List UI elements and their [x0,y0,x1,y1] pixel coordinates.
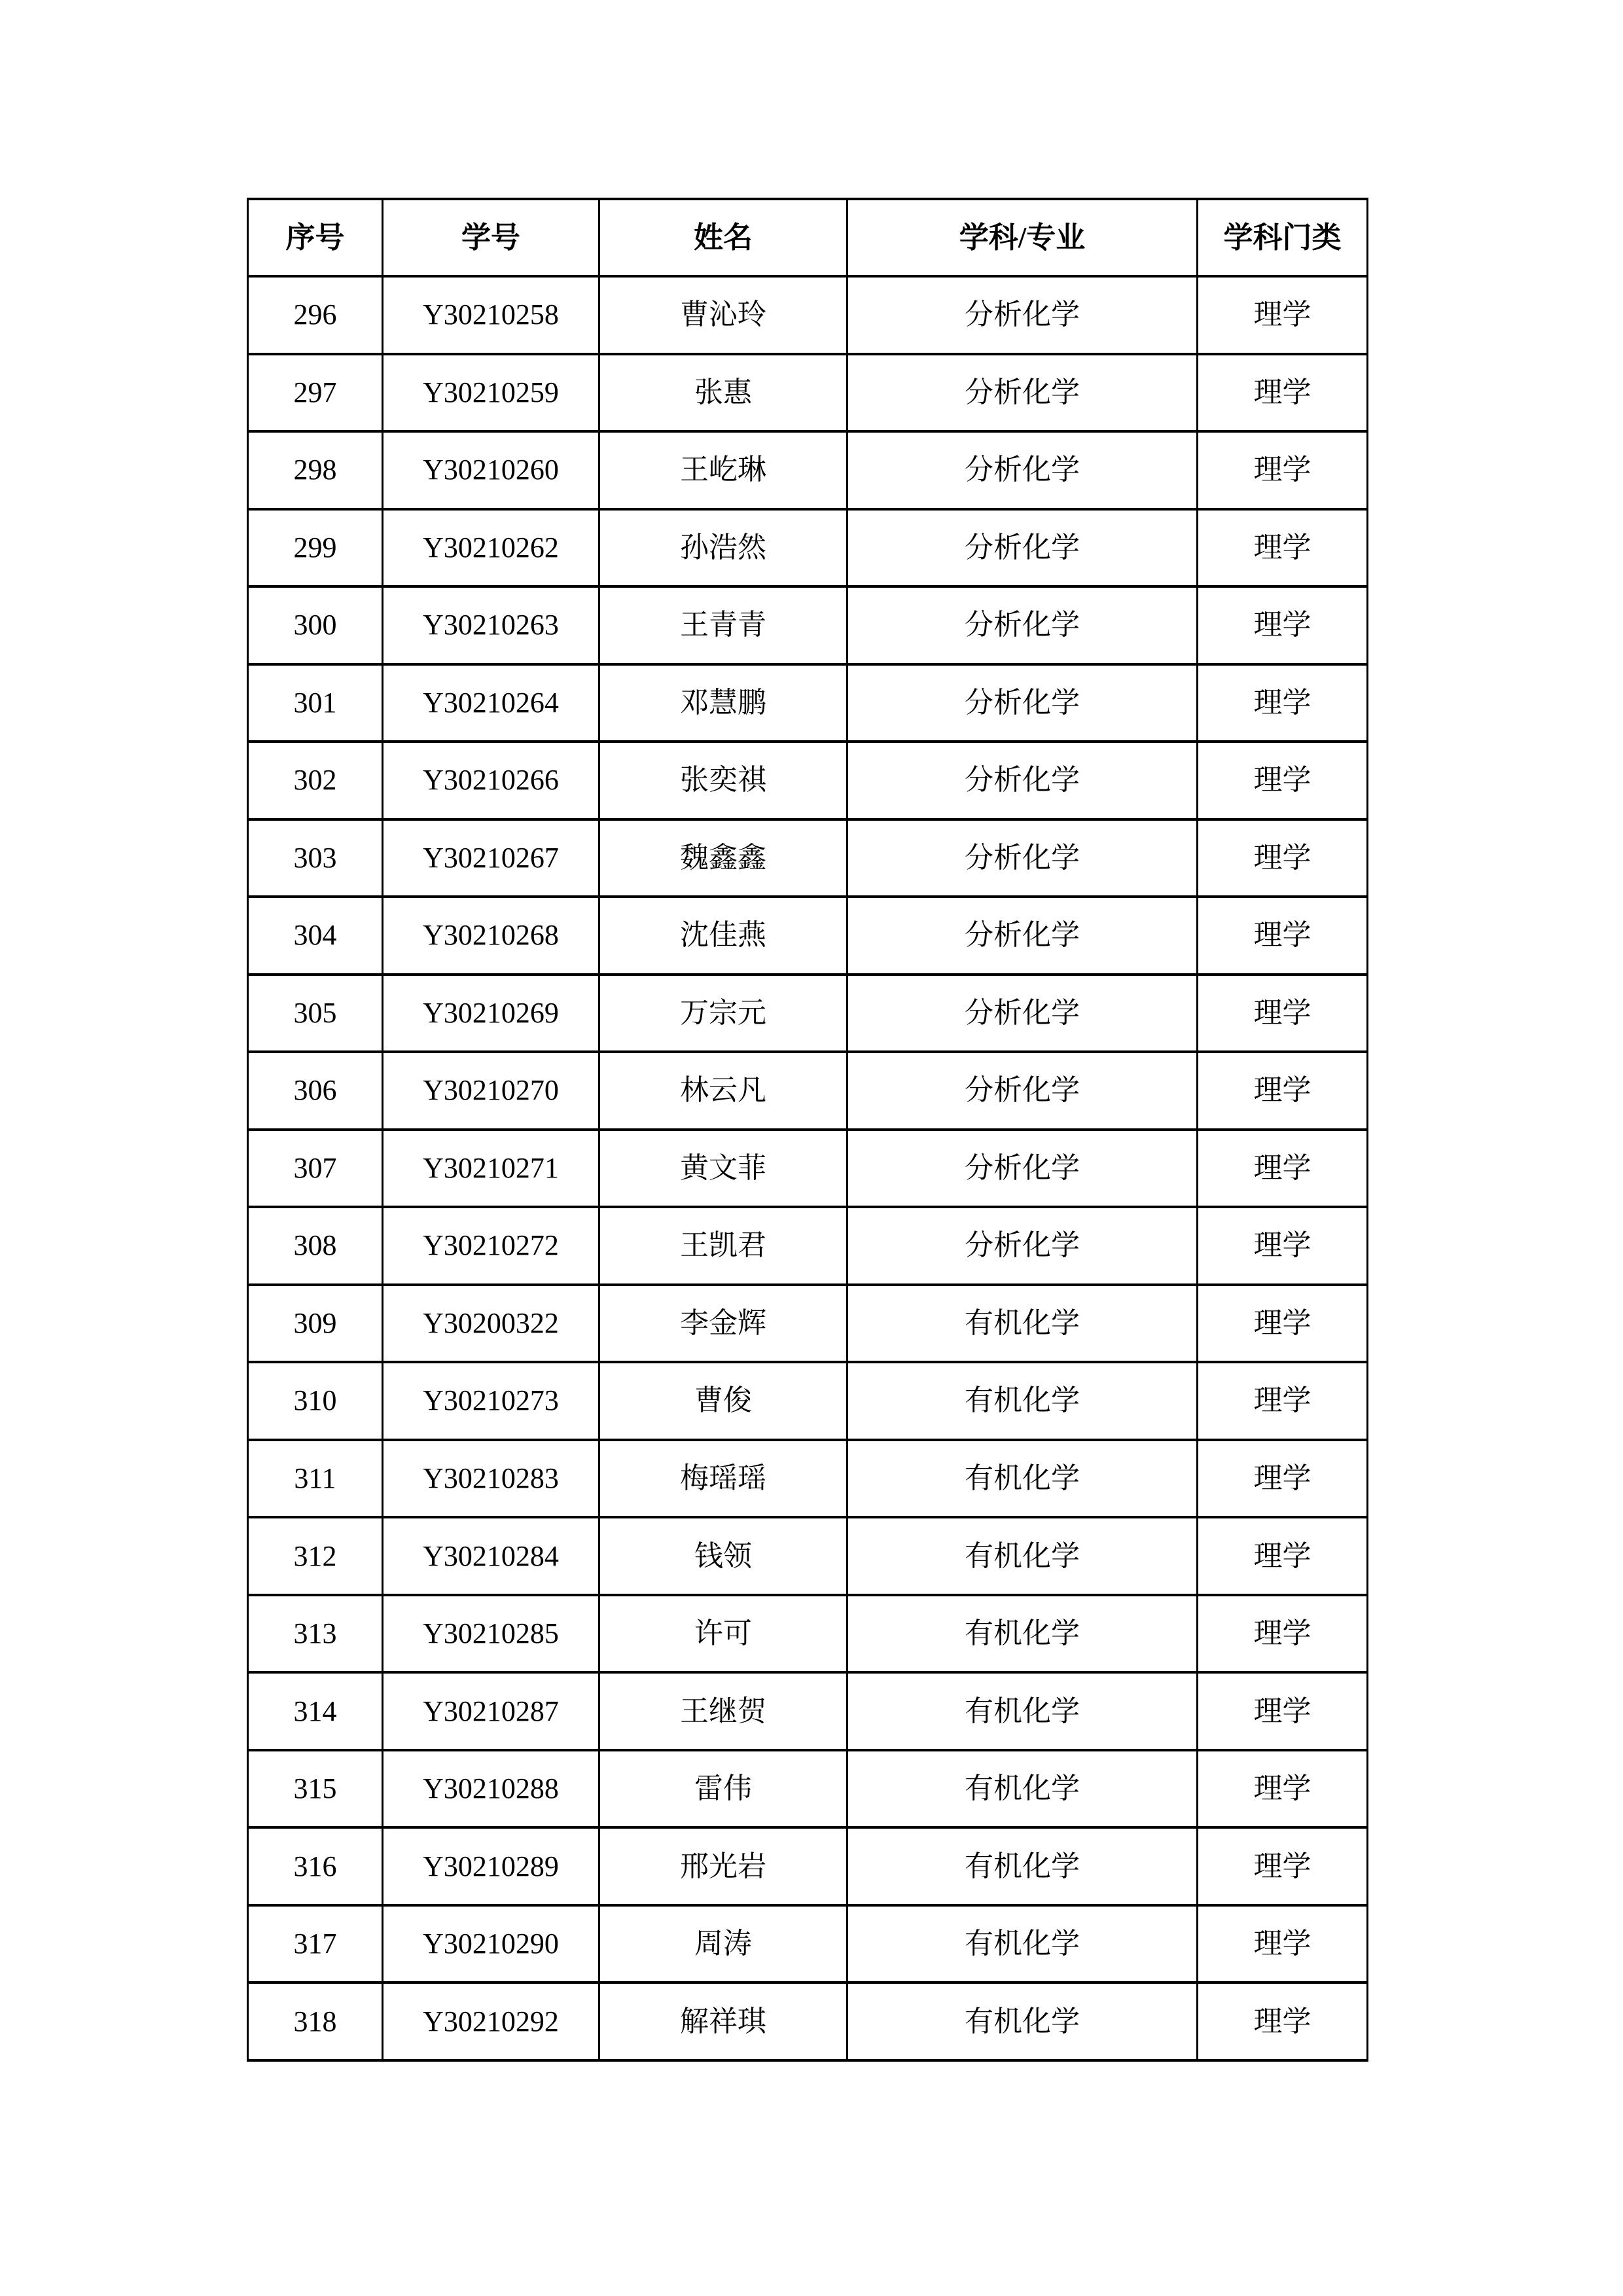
table-row [248,586,1368,664]
cell-category: 理学 [1198,1750,1368,1828]
table-row [248,276,1368,354]
cell-category: 理学 [1198,1285,1368,1363]
cell-id: Y30210270 [383,1052,599,1130]
cell-category: 理学 [1198,975,1368,1052]
cell-id: Y30210289 [383,1827,599,1905]
cell-name: 梅瑶瑶 [599,1440,847,1518]
cell-id: Y30210267 [383,819,599,897]
cell-index: 309 [248,1285,383,1363]
cell-name: 黄文菲 [599,1130,847,1208]
cell-index: 313 [248,1595,383,1673]
table-row [248,897,1368,975]
cell-id: Y30210264 [383,664,599,742]
table-row [248,1052,1368,1130]
cell-category: 理学 [1198,1595,1368,1673]
table-header [248,199,1368,276]
table-row [248,819,1368,897]
cell-name: 钱领 [599,1517,847,1595]
cell-name: 王继贺 [599,1672,847,1750]
cell-major: 分析化学 [847,819,1198,897]
cell-name: 魏鑫鑫 [599,819,847,897]
cell-name: 许可 [599,1595,847,1673]
cell-id: Y30210260 [383,431,599,509]
cell-index: 302 [248,742,383,819]
cell-id: Y30210287 [383,1672,599,1750]
cell-id: Y30210259 [383,354,599,432]
cell-index: 311 [248,1440,383,1518]
cell-category: 理学 [1198,431,1368,509]
cell-category: 理学 [1198,586,1368,664]
cell-index: 301 [248,664,383,742]
cell-category: 理学 [1198,1440,1368,1518]
cell-category: 理学 [1198,742,1368,819]
cell-name: 王凯君 [599,1207,847,1285]
cell-major: 有机化学 [847,1982,1198,2060]
table-row [248,1982,1368,2060]
table-row [248,975,1368,1052]
cell-category: 理学 [1198,1052,1368,1130]
table-row [248,742,1368,819]
cell-major: 分析化学 [847,431,1198,509]
cell-id: Y30210271 [383,1130,599,1208]
cell-id: Y30210283 [383,1440,599,1518]
cell-index: 314 [248,1672,383,1750]
cell-index: 305 [248,975,383,1052]
cell-index: 318 [248,1982,383,2060]
cell-id: Y30210292 [383,1982,599,2060]
cell-index: 317 [248,1905,383,1983]
table-body [248,276,1368,2060]
cell-name: 邓慧鹏 [599,664,847,742]
table-row [248,1285,1368,1363]
cell-name: 邢光岩 [599,1827,847,1905]
cell-major: 有机化学 [847,1905,1198,1983]
cell-major: 有机化学 [847,1672,1198,1750]
cell-index: 307 [248,1130,383,1208]
cell-major: 分析化学 [847,1130,1198,1208]
cell-name: 雷伟 [599,1750,847,1828]
table-row [248,1207,1368,1285]
cell-name: 王青青 [599,586,847,664]
table-row [248,509,1368,587]
cell-index: 306 [248,1052,383,1130]
student-roster-table [247,198,1368,2062]
cell-id: Y30210285 [383,1595,599,1673]
cell-major: 分析化学 [847,586,1198,664]
cell-name: 孙浩然 [599,509,847,587]
cell-major: 有机化学 [847,1517,1198,1595]
cell-id: Y30210268 [383,897,599,975]
cell-category: 理学 [1198,1362,1368,1440]
cell-id: Y30210290 [383,1905,599,1983]
cell-index: 303 [248,819,383,897]
cell-index: 299 [248,509,383,587]
cell-name: 万宗元 [599,975,847,1052]
table-row [248,431,1368,509]
cell-id: Y30210258 [383,276,599,354]
col-header-category: 学科门类 [1198,199,1368,276]
cell-major: 有机化学 [847,1595,1198,1673]
cell-major: 有机化学 [847,1362,1198,1440]
cell-name: 李金辉 [599,1285,847,1363]
col-header-id: 学号 [383,199,599,276]
table-row [248,664,1368,742]
cell-major: 分析化学 [847,1207,1198,1285]
cell-index: 297 [248,354,383,432]
cell-id: Y30210273 [383,1362,599,1440]
cell-category: 理学 [1198,1517,1368,1595]
table-row [248,1440,1368,1518]
cell-category: 理学 [1198,1905,1368,1983]
cell-major: 分析化学 [847,975,1198,1052]
cell-major: 分析化学 [847,664,1198,742]
cell-index: 315 [248,1750,383,1828]
cell-name: 沈佳燕 [599,897,847,975]
col-header-name: 姓名 [599,199,847,276]
cell-category: 理学 [1198,1982,1368,2060]
cell-id: Y30210263 [383,586,599,664]
cell-category: 理学 [1198,276,1368,354]
cell-name: 张惠 [599,354,847,432]
cell-category: 理学 [1198,354,1368,432]
table-row [248,1595,1368,1673]
cell-id: Y30210269 [383,975,599,1052]
table-row [248,1750,1368,1828]
cell-index: 316 [248,1827,383,1905]
cell-id: Y30210266 [383,742,599,819]
cell-major: 有机化学 [847,1285,1198,1363]
cell-id: Y30210288 [383,1750,599,1828]
cell-name: 周涛 [599,1905,847,1983]
cell-major: 分析化学 [847,1052,1198,1130]
cell-index: 296 [248,276,383,354]
cell-major: 分析化学 [847,276,1198,354]
cell-category: 理学 [1198,1672,1368,1750]
cell-index: 304 [248,897,383,975]
cell-name: 张奕祺 [599,742,847,819]
cell-category: 理学 [1198,1827,1368,1905]
header-row [248,199,1368,276]
cell-index: 298 [248,431,383,509]
cell-major: 有机化学 [847,1827,1198,1905]
cell-name: 曹沁玲 [599,276,847,354]
cell-name: 林云凡 [599,1052,847,1130]
cell-major: 有机化学 [847,1440,1198,1518]
table-row [248,1905,1368,1983]
table-row [248,1672,1368,1750]
table-row [248,1827,1368,1905]
cell-name: 解祥琪 [599,1982,847,2060]
cell-category: 理学 [1198,1130,1368,1208]
table-row [248,1362,1368,1440]
cell-id: Y30210262 [383,509,599,587]
cell-category: 理学 [1198,819,1368,897]
cell-category: 理学 [1198,509,1368,587]
cell-index: 308 [248,1207,383,1285]
cell-major: 分析化学 [847,742,1198,819]
cell-index: 312 [248,1517,383,1595]
col-header-index: 序号 [248,199,383,276]
cell-id: Y30210272 [383,1207,599,1285]
cell-major: 有机化学 [847,1750,1198,1828]
cell-major: 分析化学 [847,509,1198,587]
cell-name: 王屹琳 [599,431,847,509]
cell-category: 理学 [1198,897,1368,975]
cell-id: Y30200322 [383,1285,599,1363]
cell-category: 理学 [1198,664,1368,742]
cell-major: 分析化学 [847,354,1198,432]
table-row [248,1130,1368,1208]
table-row [248,1517,1368,1595]
table-row [248,354,1368,432]
cell-id: Y30210284 [383,1517,599,1595]
col-header-major: 学科/专业 [847,199,1198,276]
cell-index: 300 [248,586,383,664]
cell-category: 理学 [1198,1207,1368,1285]
cell-name: 曹俊 [599,1362,847,1440]
cell-index: 310 [248,1362,383,1440]
cell-major: 分析化学 [847,897,1198,975]
